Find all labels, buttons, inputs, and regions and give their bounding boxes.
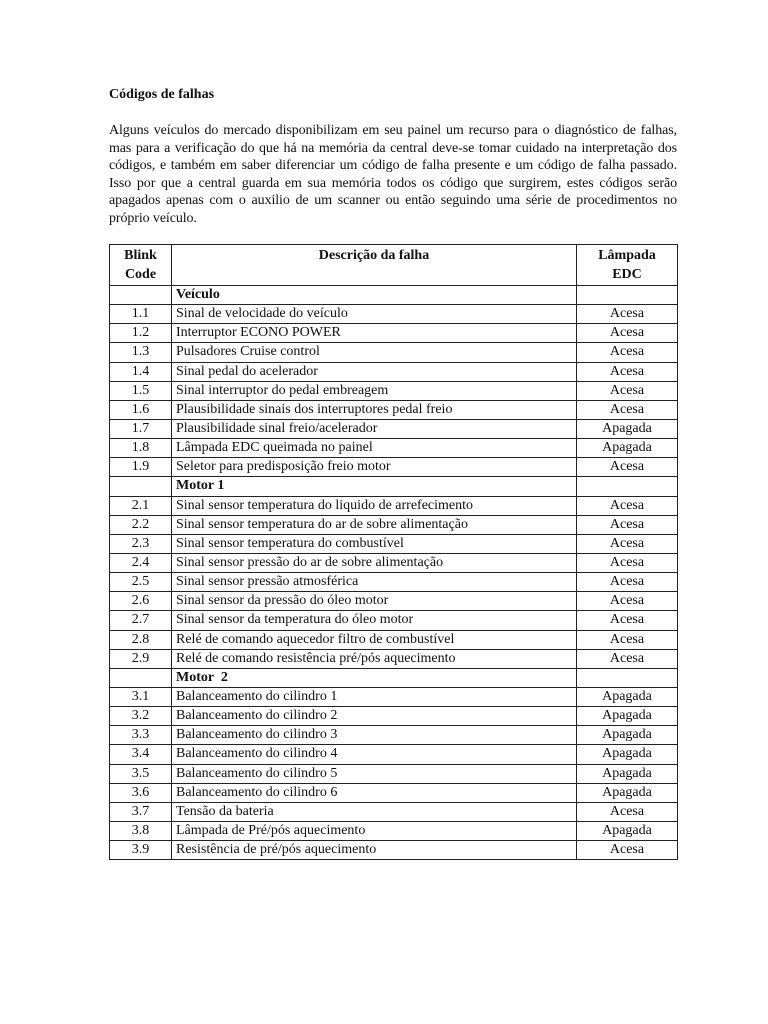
section-lamp-cell (577, 668, 678, 687)
section-code-cell (110, 286, 172, 305)
section-title: Motor 1 (172, 477, 577, 496)
lamp-status-cell: Acesa (577, 841, 678, 860)
lamp-status-cell: Acesa (577, 381, 678, 400)
section-row (110, 477, 678, 496)
lamp-status-cell: Acesa (577, 496, 678, 515)
header-lamp-edc-line2: EDC (612, 267, 642, 282)
blink-code-cell: 1.9 (110, 458, 172, 477)
blink-code-cell: 2.2 (110, 515, 172, 534)
description-cell: Relé de comando resistência pré/pós aquecimento (172, 649, 577, 668)
table-row (110, 592, 678, 611)
table-row (110, 419, 678, 438)
fault-codes-table (109, 244, 678, 860)
blink-code-cell: 3.6 (110, 783, 172, 802)
lamp-status-cell: Apagada (577, 745, 678, 764)
description-cell: Sinal sensor pressão atmosférica (172, 573, 577, 592)
header-blink-code-line2: Code (124, 267, 157, 282)
section-row (110, 286, 678, 305)
table-row (110, 324, 678, 343)
blink-code-cell: 2.3 (110, 534, 172, 553)
lamp-status-cell: Acesa (577, 802, 678, 821)
lamp-status-cell: Acesa (577, 553, 678, 572)
section-code-cell (110, 668, 172, 687)
table-row (110, 783, 678, 802)
blink-code-cell: 3.3 (110, 726, 172, 745)
document-page (109, 86, 677, 860)
blink-code-cell: 2.9 (110, 649, 172, 668)
lamp-status-cell: Acesa (577, 592, 678, 611)
table-row (110, 400, 678, 419)
table-header-row (110, 245, 678, 286)
lamp-status-cell: Acesa (577, 324, 678, 343)
table-row (110, 821, 678, 840)
blink-code-cell: 3.2 (110, 707, 172, 726)
lamp-status-cell: Acesa (577, 362, 678, 381)
description-cell: Sinal de velocidade do veículo (172, 305, 577, 324)
description-cell: Plausibilidade sinais dos interruptores pedal freio (172, 400, 577, 419)
description-cell: Interruptor ECONO POWER (172, 324, 577, 343)
section-lamp-cell (577, 286, 678, 305)
lamp-status-cell: Apagada (577, 419, 678, 438)
lamp-status-cell: Acesa (577, 458, 678, 477)
header-blink-code (110, 245, 172, 286)
description-cell: Balanceamento do cilindro 6 (172, 783, 577, 802)
table-row (110, 534, 678, 553)
blink-code-cell: 3.4 (110, 745, 172, 764)
blink-code-cell: 1.1 (110, 305, 172, 324)
description-cell: Pulsadores Cruise control (172, 343, 577, 362)
lamp-status-cell: Acesa (577, 534, 678, 553)
lamp-status-cell: Acesa (577, 573, 678, 592)
lamp-status-cell: Acesa (577, 649, 678, 668)
blink-code-cell: 1.7 (110, 419, 172, 438)
blink-code-cell: 2.5 (110, 573, 172, 592)
table-row (110, 649, 678, 668)
description-cell: Sinal sensor da temperatura do óleo motor (172, 611, 577, 630)
table-row (110, 687, 678, 706)
table-row (110, 458, 678, 477)
section-lamp-cell (577, 477, 678, 496)
blink-code-cell: 1.8 (110, 439, 172, 458)
table-row (110, 630, 678, 649)
description-cell: Lâmpada de Pré/pós aquecimento (172, 821, 577, 840)
blink-code-cell: 3.1 (110, 687, 172, 706)
lamp-status-cell: Apagada (577, 439, 678, 458)
blink-code-cell: 3.8 (110, 821, 172, 840)
lamp-status-cell: Apagada (577, 726, 678, 745)
table-row (110, 802, 678, 821)
lamp-status-cell: Acesa (577, 400, 678, 419)
description-cell: Relé de comando aquecedor filtro de combustível (172, 630, 577, 649)
table-row (110, 362, 678, 381)
header-description: Descrição da falha (172, 245, 577, 286)
table-row (110, 611, 678, 630)
blink-code-cell: 2.7 (110, 611, 172, 630)
table-row (110, 305, 678, 324)
description-cell: Lâmpada EDC queimada no painel (172, 439, 577, 458)
lamp-status-cell: Acesa (577, 305, 678, 324)
section-title: Motor 2 (172, 668, 577, 687)
blink-code-cell: 3.9 (110, 841, 172, 860)
table-body (110, 286, 678, 860)
lamp-status-cell: Acesa (577, 515, 678, 534)
blink-code-cell: 1.2 (110, 324, 172, 343)
description-cell: Balanceamento do cilindro 2 (172, 707, 577, 726)
table-row (110, 496, 678, 515)
table-row (110, 553, 678, 572)
table-row (110, 573, 678, 592)
lamp-status-cell: Apagada (577, 687, 678, 706)
table-row (110, 343, 678, 362)
blink-code-cell: 3.5 (110, 764, 172, 783)
lamp-status-cell: Acesa (577, 630, 678, 649)
blink-code-cell: 1.4 (110, 362, 172, 381)
blink-code-cell: 2.1 (110, 496, 172, 515)
table-row (110, 726, 678, 745)
description-cell: Plausibilidade sinal freio/acelerador (172, 419, 577, 438)
description-cell: Balanceamento do cilindro 1 (172, 687, 577, 706)
header-blink-code-line1: Blink (124, 248, 157, 263)
section-row (110, 668, 678, 687)
table-row (110, 515, 678, 534)
lamp-status-cell: Acesa (577, 611, 678, 630)
description-cell: Seletor para predisposição freio motor (172, 458, 577, 477)
blink-code-cell: 2.6 (110, 592, 172, 611)
lamp-status-cell: Apagada (577, 783, 678, 802)
table-row (110, 841, 678, 860)
lamp-status-cell: Acesa (577, 343, 678, 362)
intro-paragraph: Alguns veículos do mercado disponibilizam em seu painel um recurso para o diagnóstico de falhas, mas para a verificação do que há na memória da central deve-se tomar cuidado na interpretação dos códigos, e também em saber diferenciar um código de falha presente e um código de falha passado. Isso por que a central guarda em sua memória todos os código que surgirem, estes códigos serão apagados apenas com o auxilio de um scanner ou então seguindo uma série de procedimentos no próprio veículo. (109, 123, 677, 226)
section-code-cell (110, 477, 172, 496)
description-cell: Sinal sensor da pressão do óleo motor (172, 592, 577, 611)
description-cell: Balanceamento do cilindro 5 (172, 764, 577, 783)
description-cell: Balanceamento do cilindro 4 (172, 745, 577, 764)
header-lamp-edc (577, 245, 678, 286)
table-row (110, 381, 678, 400)
blink-code-cell: 1.5 (110, 381, 172, 400)
blink-code-cell: 3.7 (110, 802, 172, 821)
description-cell: Sinal interruptor do pedal embreagem (172, 381, 577, 400)
description-cell: Sinal sensor temperatura do liquido de arrefecimento (172, 496, 577, 515)
blink-code-cell: 2.4 (110, 553, 172, 572)
lamp-status-cell: Apagada (577, 764, 678, 783)
description-cell: Sinal pedal do acelerador (172, 362, 577, 381)
lamp-status-cell: Apagada (577, 707, 678, 726)
description-cell: Resistência de pré/pós aquecimento (172, 841, 577, 860)
blink-code-cell: 1.3 (110, 343, 172, 362)
description-cell: Tensão da bateria (172, 802, 577, 821)
header-lamp-edc-line1: Lâmpada (598, 248, 656, 263)
lamp-status-cell: Apagada (577, 821, 678, 840)
section-title: Veículo (172, 286, 577, 305)
description-cell: Sinal sensor pressão do ar de sobre alimentação (172, 553, 577, 572)
description-cell: Balanceamento do cilindro 3 (172, 726, 577, 745)
table-row (110, 707, 678, 726)
description-cell: Sinal sensor temperatura do combustível (172, 534, 577, 553)
table-row (110, 764, 678, 783)
description-cell: Sinal sensor temperatura do ar de sobre alimentação (172, 515, 577, 534)
blink-code-cell: 2.8 (110, 630, 172, 649)
table-row (110, 439, 678, 458)
table-row (110, 745, 678, 764)
document-title: Códigos de falhas (109, 87, 215, 102)
blink-code-cell: 1.6 (110, 400, 172, 419)
